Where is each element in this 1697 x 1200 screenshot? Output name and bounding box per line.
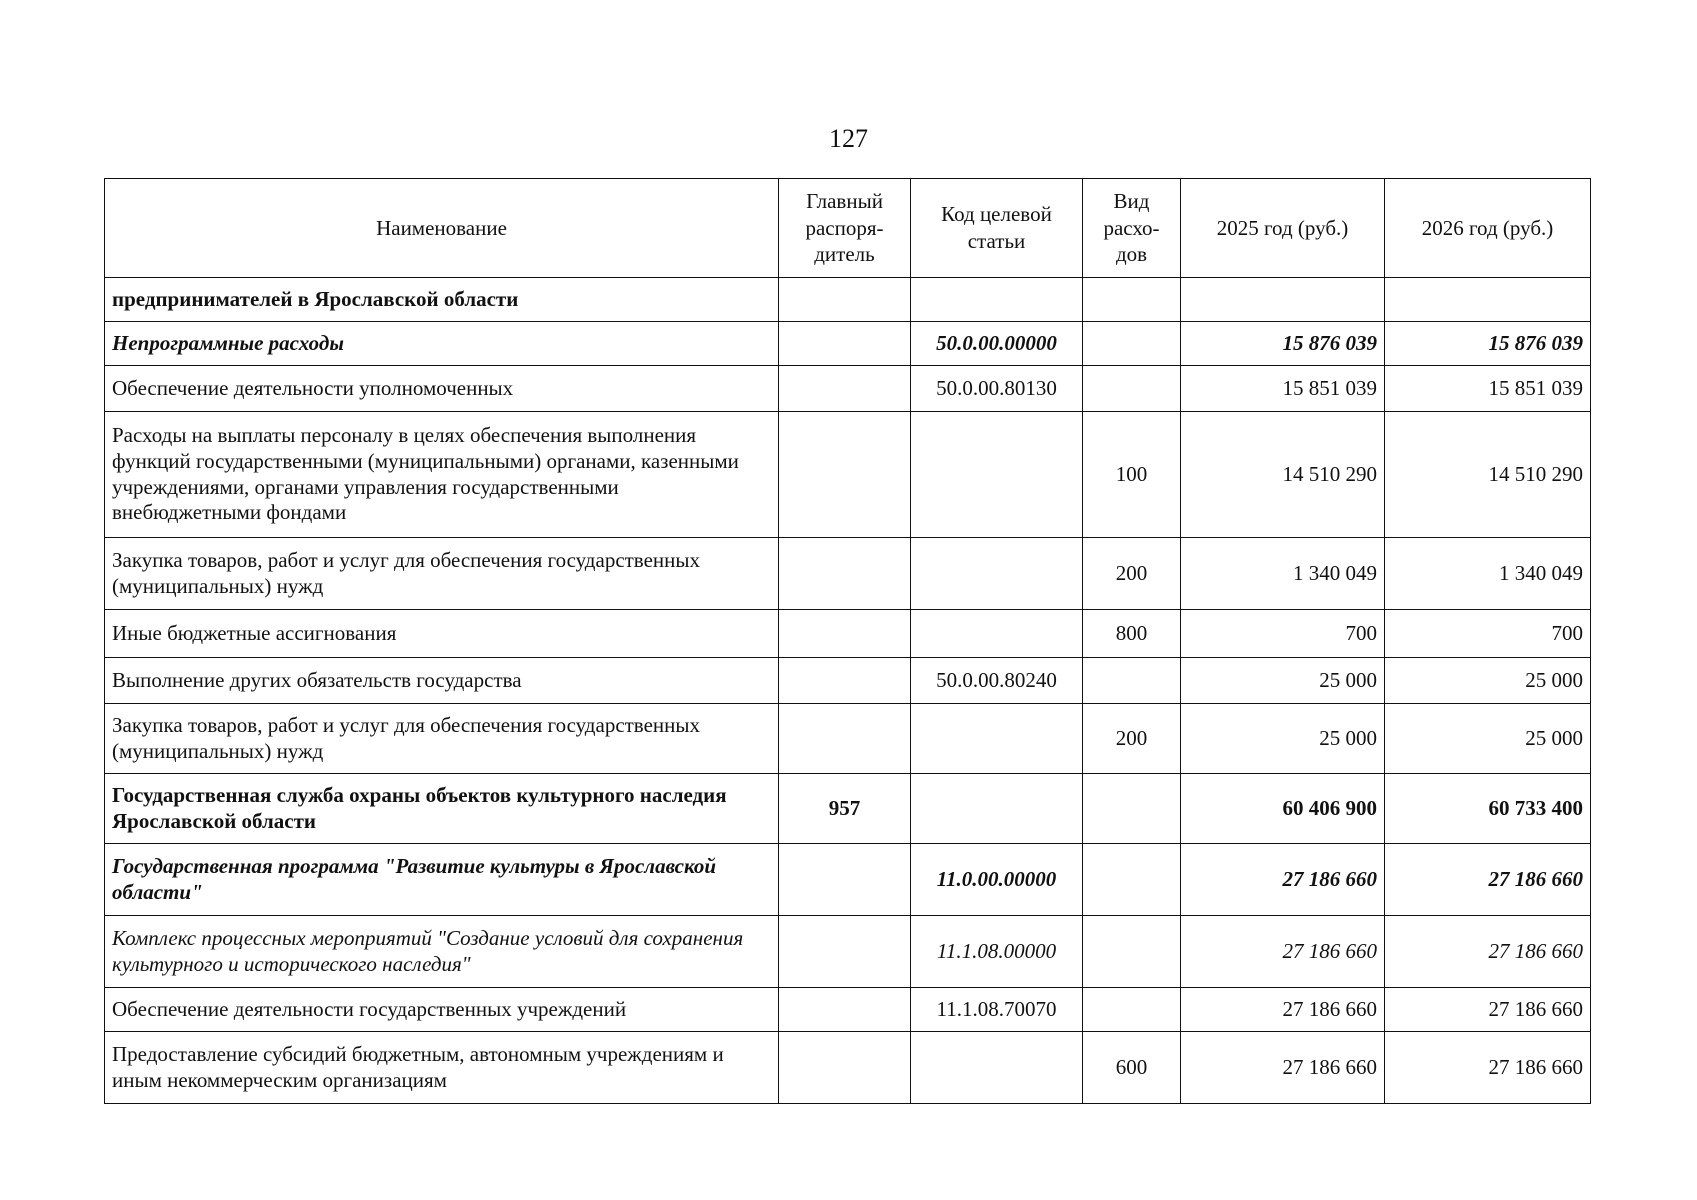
row-2026: 15 851 039 bbox=[1385, 366, 1591, 412]
row-2026: 27 186 660 bbox=[1385, 1032, 1591, 1104]
row-2026: 27 186 660 bbox=[1385, 844, 1591, 916]
row-code: 50.0.00.80130 bbox=[911, 366, 1083, 412]
table-row bbox=[105, 844, 1591, 916]
row-2026: 27 186 660 bbox=[1385, 916, 1591, 988]
row-2026: 1 340 049 bbox=[1385, 538, 1591, 610]
row-code bbox=[911, 610, 1083, 658]
row-2026: 25 000 bbox=[1385, 704, 1591, 774]
row-2025: 25 000 bbox=[1181, 704, 1385, 774]
row-2025: 27 186 660 bbox=[1181, 916, 1385, 988]
row-2025: 60 406 900 bbox=[1181, 774, 1385, 844]
row-manager bbox=[779, 610, 911, 658]
row-code: 11.1.08.70070 bbox=[911, 988, 1083, 1032]
row-type: 200 bbox=[1083, 538, 1181, 610]
table-row bbox=[105, 538, 1591, 610]
table-row bbox=[105, 658, 1591, 704]
row-2025: 15 851 039 bbox=[1181, 366, 1385, 412]
row-type: 800 bbox=[1083, 610, 1181, 658]
table-row bbox=[105, 988, 1591, 1032]
row-code: 11.1.08.00000 bbox=[911, 916, 1083, 988]
row-name: Выполнение других обязательств государства bbox=[105, 658, 779, 704]
table-row bbox=[105, 774, 1591, 844]
row-manager bbox=[779, 278, 911, 322]
header-name: Наименование bbox=[105, 179, 779, 278]
row-code bbox=[911, 278, 1083, 322]
row-type bbox=[1083, 916, 1181, 988]
row-type bbox=[1083, 322, 1181, 366]
table-row bbox=[105, 1032, 1591, 1104]
row-name: Расходы на выплаты персоналу в целях обеспечения выполнения функций государственными (муниципальными) органами, казенными учреждениями, органами управления государственными внебюджетными фондами bbox=[105, 412, 779, 538]
row-code bbox=[911, 538, 1083, 610]
row-2025: 27 186 660 bbox=[1181, 1032, 1385, 1104]
row-2026: 14 510 290 bbox=[1385, 412, 1591, 538]
row-type bbox=[1083, 988, 1181, 1032]
row-2026: 60 733 400 bbox=[1385, 774, 1591, 844]
row-manager bbox=[779, 366, 911, 412]
row-name: Комплекс процессных мероприятий "Создание условий для сохранения культурного и исторического наследия" bbox=[105, 916, 779, 988]
row-name: Обеспечение деятельности государственных учреждений bbox=[105, 988, 779, 1032]
row-name: Государственная служба охраны объектов культурного наследия Ярославской области bbox=[105, 774, 779, 844]
row-2026 bbox=[1385, 278, 1591, 322]
header-main-manager: Главный распоря- дитель bbox=[779, 179, 911, 278]
row-name: Предоставление субсидий бюджетным, автономным учреждениям и иным некоммерческим организациям bbox=[105, 1032, 779, 1104]
table-row bbox=[105, 366, 1591, 412]
table-header-row bbox=[105, 179, 1591, 278]
row-type: 200 bbox=[1083, 704, 1181, 774]
row-code bbox=[911, 774, 1083, 844]
row-2026: 27 186 660 bbox=[1385, 988, 1591, 1032]
row-name: Обеспечение деятельности уполномоченных bbox=[105, 366, 779, 412]
table-row bbox=[105, 916, 1591, 988]
header-year-2025: 2025 год (руб.) bbox=[1181, 179, 1385, 278]
row-code: 50.0.00.00000 bbox=[911, 322, 1083, 366]
row-2025: 700 bbox=[1181, 610, 1385, 658]
row-name: Иные бюджетные ассигнования bbox=[105, 610, 779, 658]
header-target-code: Код целевой статьи bbox=[911, 179, 1083, 278]
row-2026: 15 876 039 bbox=[1385, 322, 1591, 366]
row-type bbox=[1083, 774, 1181, 844]
row-code bbox=[911, 412, 1083, 538]
row-code: 50.0.00.80240 bbox=[911, 658, 1083, 704]
row-type: 600 bbox=[1083, 1032, 1181, 1104]
header-year-2026: 2026 год (руб.) bbox=[1385, 179, 1591, 278]
table-row bbox=[105, 278, 1591, 322]
table-row bbox=[105, 610, 1591, 658]
row-2026: 700 bbox=[1385, 610, 1591, 658]
row-manager bbox=[779, 916, 911, 988]
row-name: Закупка товаров, работ и услуг для обеспечения государственных (муниципальных) нужд bbox=[105, 704, 779, 774]
row-manager bbox=[779, 658, 911, 704]
row-2025 bbox=[1181, 278, 1385, 322]
row-code bbox=[911, 1032, 1083, 1104]
row-manager bbox=[779, 412, 911, 538]
row-name: Закупка товаров, работ и услуг для обеспечения государственных (муниципальных) нужд bbox=[105, 538, 779, 610]
row-manager bbox=[779, 322, 911, 366]
row-type bbox=[1083, 844, 1181, 916]
row-type bbox=[1083, 366, 1181, 412]
table-row bbox=[105, 322, 1591, 366]
table-row bbox=[105, 412, 1591, 538]
row-type bbox=[1083, 278, 1181, 322]
row-manager bbox=[779, 844, 911, 916]
row-name: Государственная программа "Развитие культуры в Ярославской области" bbox=[105, 844, 779, 916]
row-manager bbox=[779, 988, 911, 1032]
row-2025: 27 186 660 bbox=[1181, 844, 1385, 916]
row-2026: 25 000 bbox=[1385, 658, 1591, 704]
row-2025: 15 876 039 bbox=[1181, 322, 1385, 366]
row-type: 100 bbox=[1083, 412, 1181, 538]
row-name: предпринимателей в Ярославской области bbox=[105, 278, 779, 322]
row-manager bbox=[779, 704, 911, 774]
row-code: 11.0.00.00000 bbox=[911, 844, 1083, 916]
table-row bbox=[105, 704, 1591, 774]
row-2025: 27 186 660 bbox=[1181, 988, 1385, 1032]
row-manager bbox=[779, 538, 911, 610]
row-2025: 1 340 049 bbox=[1181, 538, 1385, 610]
row-type bbox=[1083, 658, 1181, 704]
page-number: 127 bbox=[829, 124, 868, 153]
row-2025: 25 000 bbox=[1181, 658, 1385, 704]
header-expense-type: Вид расхо- дов bbox=[1083, 179, 1181, 278]
row-2025: 14 510 290 bbox=[1181, 412, 1385, 538]
budget-table bbox=[104, 178, 1591, 1104]
row-manager bbox=[779, 1032, 911, 1104]
row-code bbox=[911, 704, 1083, 774]
row-manager: 957 bbox=[779, 774, 911, 844]
row-name: Непрограммные расходы bbox=[105, 322, 779, 366]
